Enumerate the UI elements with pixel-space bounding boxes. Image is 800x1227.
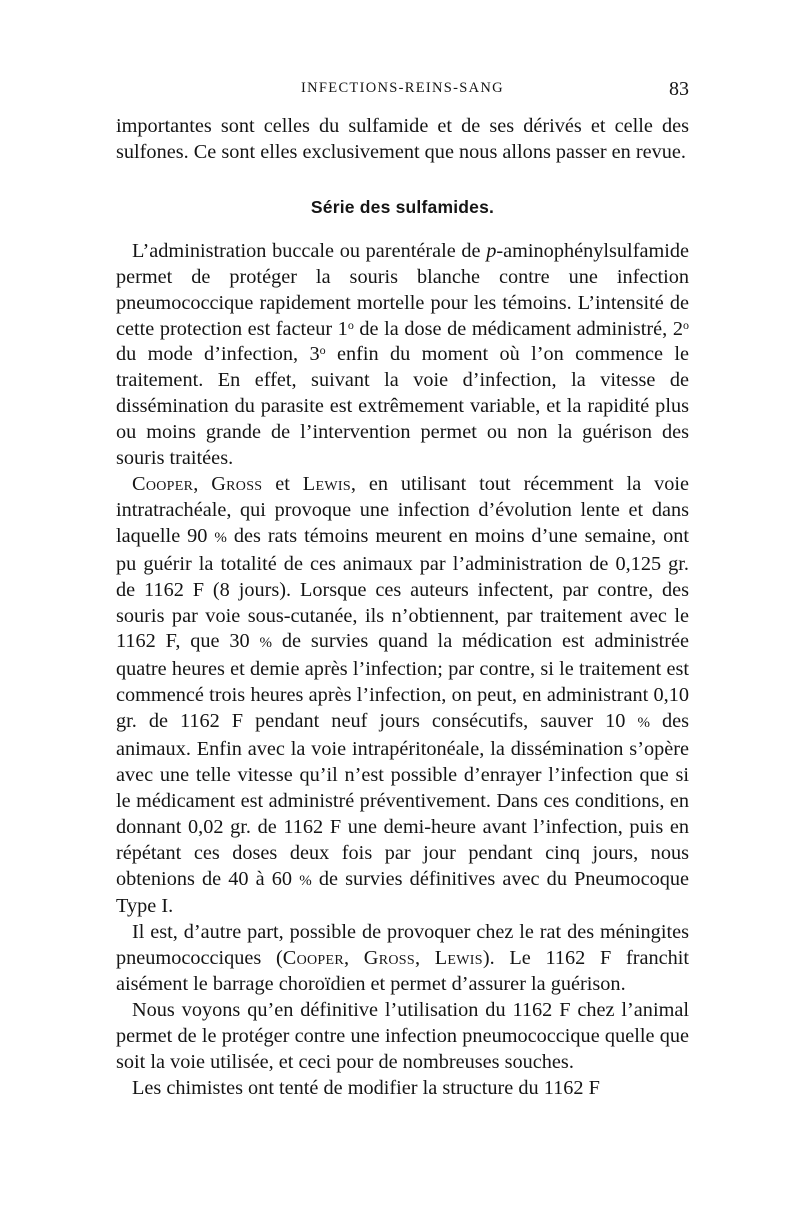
page-number: 83	[669, 78, 689, 100]
paragraph-meningitis	[116, 920, 689, 998]
p1-text-a: L’administration buccale ou parentérale de	[132, 239, 487, 262]
author-lewis: Lewis	[434, 947, 483, 970]
p1-text-i: enfin du moment où l’on commence le traitement. En effet, suivant la voie d’infection, la vitesse de dissémination du parasite est extrêmement variable, et la rapidité plus ou moins grande de l’intervention permet ou non la guérison des souris traitées.	[116, 343, 689, 470]
p1-text-e: de la dose de médicament administré, 2	[353, 317, 683, 340]
p2-text-4: des animaux. Enfin avec la voie intrapéritonéale, la dissémination s’opère avec une telle vitesse qu’il n’est possible d’enrayer l’infection que si le médicament est administré préventivement. Dans ces conditions, en donnant 0,02 gr. de 1162 F une demi-heure avant l’infection, puis en répétant ces doses deux fois par jour pendant cinq jours, nous obtenions de 40 à 60	[116, 710, 689, 890]
author-gross: Gross	[211, 472, 263, 495]
paragraph-cooper	[116, 472, 689, 920]
p2-text-3: de survies quand la médication est administrée quatre heures et demie après l’infection; par contre, si le traitement est commencé trois heures après l’infection, on peut, en administrant 0,10 gr. de 1162 F pendant neuf jours consécutifs, sauver 10	[116, 630, 689, 733]
p3-sep: ,	[414, 947, 435, 970]
p1-italic-p: p	[486, 239, 497, 262]
running-head	[116, 78, 689, 100]
intro-paragraph: importantes sont celles du sulfamide et de ses dérivés et celle des sulfones. Ce sont elles exclusivement que nous allons passer en revue.	[116, 115, 689, 163]
section-heading: Série des sulfamides.	[310, 196, 495, 217]
p2-text-5: de survies définitives avec du Pneumocoque Type I.	[116, 867, 689, 918]
author-lewis: Lewis	[302, 472, 351, 495]
p2-text-1: , en utilisant tout récemment la voie intratrachéale, qui provoque une infection d’évolution lente et dans laquelle 90	[116, 472, 689, 547]
p3-text-2: ). Le 1162 F franchit aisément le barrage choroïdien et permet d’assurer la guérison.	[116, 947, 690, 996]
p3-sep: ,	[344, 947, 364, 970]
p1-ordinal-3: o	[319, 343, 326, 358]
paragraph-protection	[116, 239, 689, 472]
percent-sign: %	[214, 529, 227, 546]
author-cooper: Cooper	[132, 472, 194, 495]
p2-text-2: des rats témoins meurent en moins d’une semaine, ont pu guérir la totalité de ces animaux par l’administration de 0,125 gr. de 1162 F (8 jours). Lorsque ces auteurs infectent, par contre, des souris par voie sous-cutanée, ils n’obtiennent, par traitement avec le 1162 F, que 30	[116, 524, 689, 653]
p1-ordinal-1: o	[347, 317, 354, 332]
percent-sign: %	[299, 872, 312, 889]
body-text	[116, 114, 689, 1102]
paragraph-chemists: Les chimistes ont tenté de modifier la structure du 1162 F	[132, 1076, 600, 1099]
p1-text-g: du mode d’infection, 3	[116, 343, 320, 366]
p2-sep1: ,	[193, 472, 212, 495]
p2-sep2: et	[262, 472, 303, 495]
author-gross: Gross	[363, 947, 415, 970]
paragraph-conclusion: Nous voyons qu’en définitive l’utilisation du 1162 F chez l’animal permet de le protéger contre une infection pneumococcique quelle que soit la voie utilisée, et ceci pour de nombreuses souches.	[116, 999, 689, 1073]
p1-text-c: -aminophénylsulfamide permet de protéger la souris blanche contre une infection pneumococcique rapidement mortelle pour les témoins. L’intensité de cette protection est facteur 1	[116, 239, 689, 340]
p3-text-1: Il est, d’autre part, possible de provoquer chez le rat des méningites pneumococciques (	[116, 921, 689, 970]
percent-sign: %	[259, 635, 272, 652]
author-cooper: Cooper	[282, 947, 344, 970]
running-title: INFECTIONS-REINS-SANG	[301, 80, 504, 96]
percent-sign: %	[637, 715, 650, 732]
p1-ordinal-2: o	[683, 317, 689, 332]
